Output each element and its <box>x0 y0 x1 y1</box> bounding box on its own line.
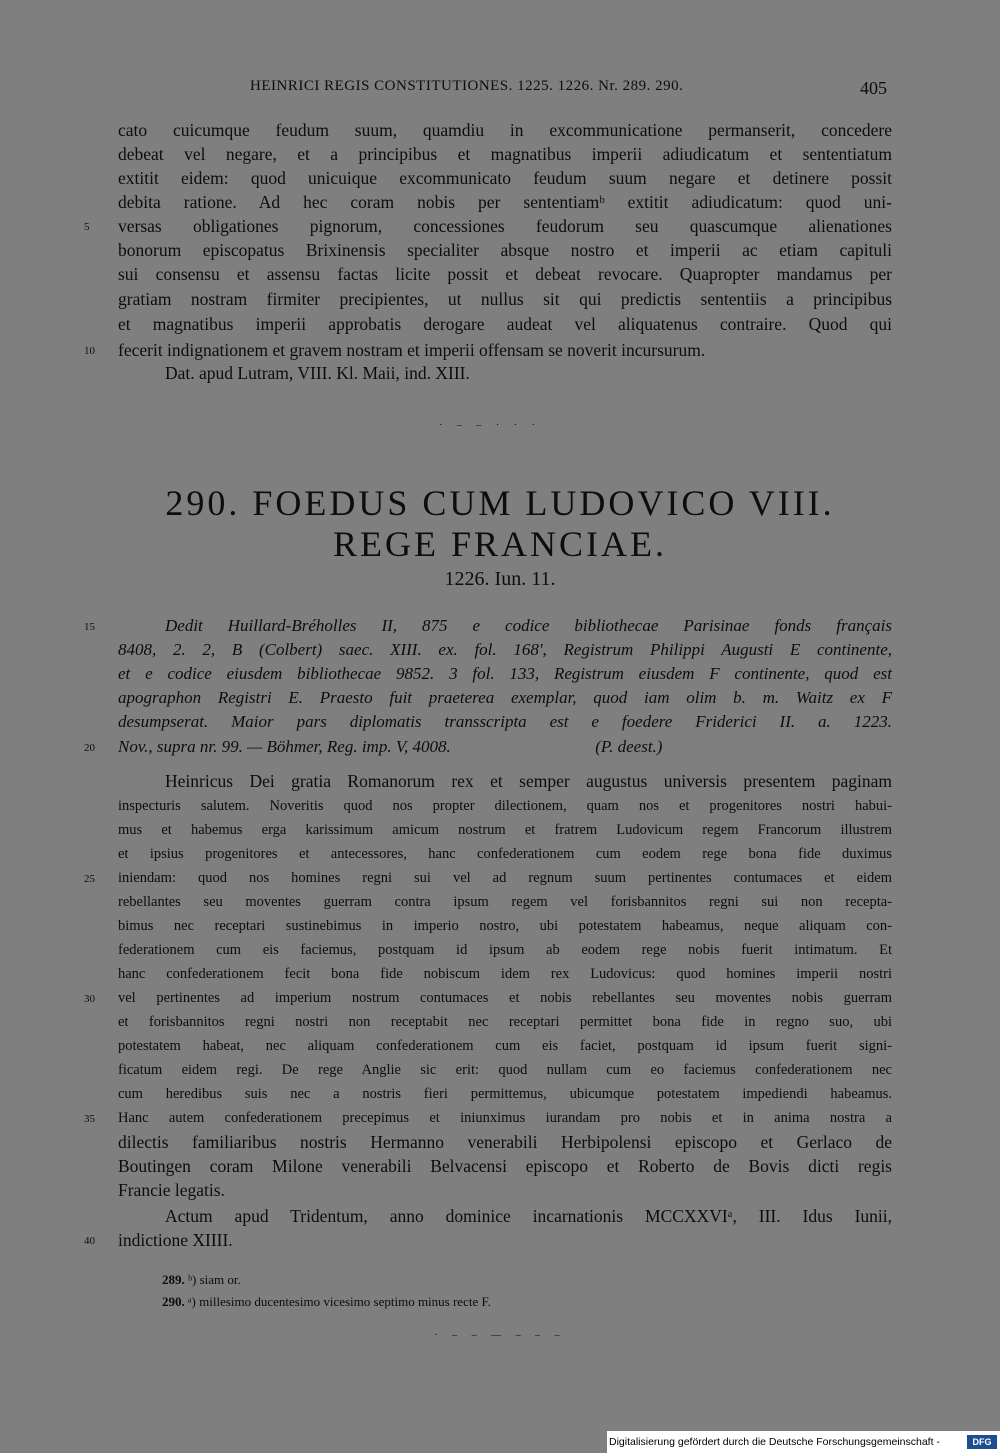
footnote <box>162 1294 491 1310</box>
text-line: rebellantes seu moventes guerram contra ipsum regem vel forisbannitos regni sui non recepta- <box>118 894 892 910</box>
apparatus-line: Nov., supra nr. 99. — Böhmer, Reg. imp. V, 4008. (P. deest.) <box>118 737 663 756</box>
line-number: 20 <box>84 742 95 754</box>
text-line: cum heredibus suis nec a nostris fieri permittemus, ubicumque potestatem impediendi habeamus. <box>118 1086 892 1102</box>
running-title: HEINRICI REGIS CONSTITUTIONES. 1225. 1226. Nr. 289. 290. <box>250 78 684 94</box>
footnote-text: ᵃ) millesimo ducentesimo vicesimo septimo minus recte F. <box>188 1294 491 1309</box>
line-number: 25 <box>84 873 95 885</box>
text-line: hanc confederationem fecit bona fide nobiscum idem rex Ludovicus: quod homines imperii nostri <box>118 966 892 982</box>
text-line: inspecturis salutem. Noveritis quod nos propter dilectionem, quam nos et progenitores nostri habui- <box>118 798 892 814</box>
footnote-number: 289. <box>162 1272 185 1287</box>
text-line: federationem cum eis faciemus, postquam id ipsum ab eodem rege nobis fuerit intimatum. Et <box>118 942 892 958</box>
line-number: 15 <box>84 621 95 633</box>
footnote <box>162 1272 241 1288</box>
text-line: bonorum episcopatus Brixinensis specialiter absque nostro et imperii ac etiam capituli <box>118 240 892 260</box>
footer-text: Digitalisierung gefördert durch die Deutsche Forschungsgemeinschaft - <box>609 1436 940 1448</box>
apparatus-line: Dedit Huillard-Bréholles II, 875 e codice bibliothecae Parisinae fonds français <box>165 616 892 635</box>
actum-line: indictione XIIII. <box>118 1230 233 1250</box>
dfg-logo: DFG <box>967 1435 997 1449</box>
text-line: versas obligationes pignorum, concessiones feudorum seu quascumque alienationes <box>118 216 892 236</box>
footnote-number: 290. <box>162 1294 185 1309</box>
text-line: gratiam nostram firmiter precipientes, ut nullus sit qui predictis sententiis a principibus <box>118 289 892 309</box>
dating-clause: Dat. apud Lutram, VIII. Kl. Maii, ind. XIII. <box>165 363 470 383</box>
apparatus-line: apographon Registri E. Praesto fuit praeterea exemplar, quod iam olim b. m. Waitz ex F <box>118 688 892 707</box>
text-line: dilectis familiaribus nostris Hermanno venerabili Herbipolensi episcopo et Gerlaco de <box>118 1132 892 1152</box>
text-line: fecerit indignationem et gravem nostram et imperii offensam se noverit incursurum. <box>118 340 706 360</box>
text-line: iniendam: quod nos homines regni sui vel ad regnum suum pertinentes contumaces et eidem <box>118 870 892 886</box>
line-number: 35 <box>84 1113 95 1125</box>
text-line: cato cuicumque feudum suum, quamdiu in excommunicatione permanserit, concedere <box>118 120 892 140</box>
section-ornament: · – – · · · <box>439 420 541 431</box>
text-line: Boutingen coram Milone venerabili Belvacensi episcopo et Roberto de Bovis dicti regis <box>118 1156 892 1176</box>
actum-line: Actum apud Tridentum, anno dominice incarnationis MCCXXVIᵃ, III. Idus Iunii, <box>165 1206 892 1226</box>
apparatus-line: et e codice eiusdem bibliothecae 9852. 3 fol. 133, Registrum eiusdem F continente, quod est <box>118 664 892 683</box>
line-number: 10 <box>84 345 95 357</box>
apparatus-line: desumpserat. Maior pars diplomatis transscripta est e foedere Friderici II. a. 1223. <box>118 712 892 731</box>
text-line: extitit eidem: quod unicuique excommunicato feudum suum negare et detinere possit <box>118 168 892 188</box>
document-date: 1226. Iun. 11. <box>444 568 556 590</box>
text-line: et magnatibus imperii approbatis derogare audeat vel aliquatenus contraire. Quod qui <box>118 314 892 334</box>
line-number: 40 <box>84 1235 95 1247</box>
text-line: vel pertinentes ad imperium nostrum contumaces et nobis rebellantes seu moventes nobis guerram <box>118 990 892 1006</box>
apparatus-line: 8408, 2. 2, B (Colbert) saec. XIII. ex. fol. 168', Registrum Philippi Augusti E continente, <box>118 640 892 659</box>
line-number: 5 <box>84 221 90 233</box>
text-line: bimus nec receptari sustinebimus in imperio nostro, ubi potestatem habeamus, neque aliquam con- <box>118 918 892 934</box>
text-line: et forisbannitos regni nostri non receptabit nec receptari permittet bona fide in regno suo, ubi <box>118 1014 892 1030</box>
page-number: 405 <box>860 78 887 98</box>
text-line: debita ratione. Ad hec coram nobis per sententiamᵇ extitit adiudicatum: quod uni- <box>118 192 892 212</box>
running-head <box>0 72 1000 100</box>
document-heading: 290. FOEDUS CUM LUDOVICO VIII. <box>165 483 835 523</box>
text-line: Heinricus Dei gratia Romanorum rex et semper augustus universis presentem paginam <box>165 771 892 791</box>
text-line: sui consensu et assensu factas licite possit et debeat revocare. Quapropter mandamus per <box>118 264 892 284</box>
document-heading-line2: REGE FRANCIAE. <box>332 524 667 564</box>
end-ornament: · – – — – – – <box>434 1330 566 1341</box>
text-line: potestatem habeat, nec aliquam confederationem cum eis faciet, postquam id ipsum fuerit signi- <box>118 1038 892 1054</box>
text-line: mus et habemus erga karissimum amicum nostrum et fratrem Ludovicum regem Francorum illustrem <box>118 822 892 838</box>
text-line: Francie legatis. <box>118 1180 225 1200</box>
footnote-text: ᵇ) siam or. <box>188 1272 241 1287</box>
text-line: Hanc autem confederationem precepimus et iniunximus iurandam pro nobis et in anima nostra a <box>118 1110 892 1126</box>
text-line: et ipsius progenitores et antecessores, hanc confederationem cum eodem rege bona fide duximus <box>118 846 892 862</box>
text-line: ficatum eidem regi. De rege Anglie sic erit: quod nullam cum eo faciemus confederationem nec <box>118 1062 892 1078</box>
line-number: 30 <box>84 993 95 1005</box>
text-line: debeat vel negare, et a principibus et magnatibus imperii adiudicatum et sententiatum <box>118 144 892 164</box>
digitization-footer <box>607 1431 1000 1453</box>
